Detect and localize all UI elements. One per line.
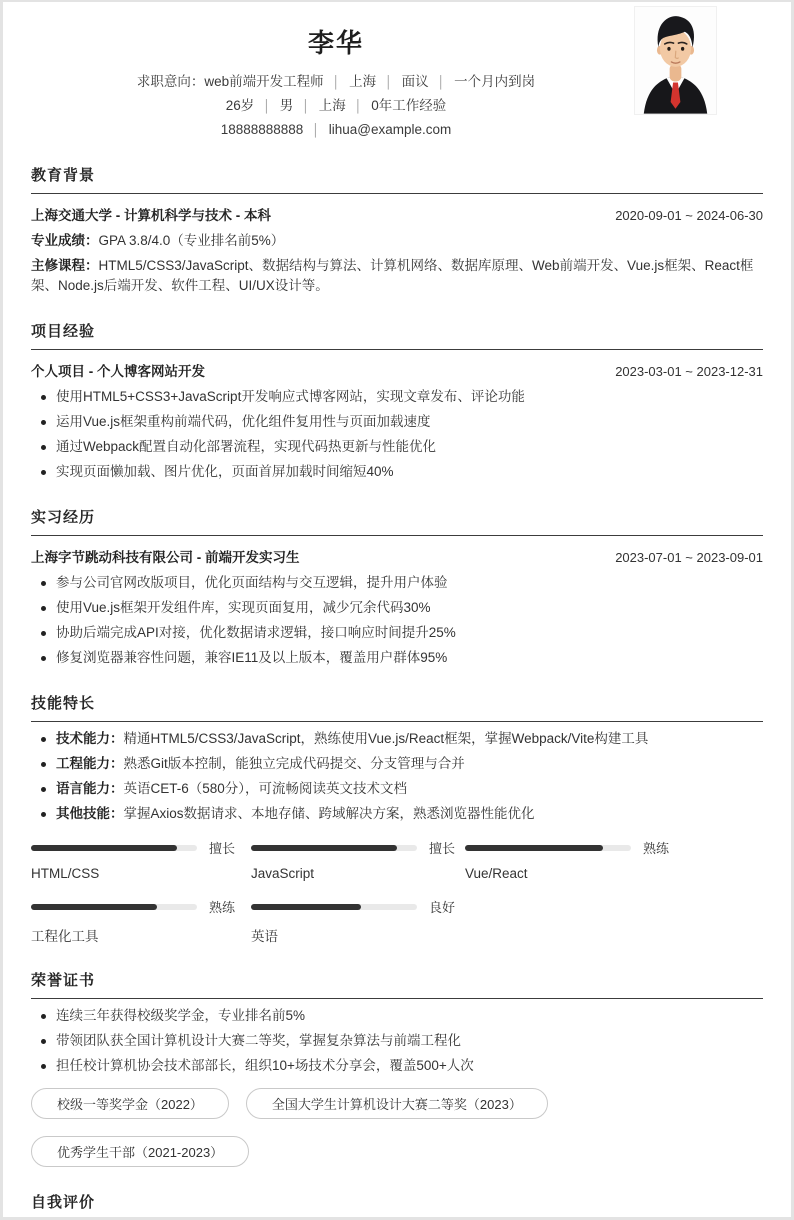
job-intent-salary: 面议 [401, 74, 429, 89]
skill-bullet: 工程能力：熟悉Git版本控制，能独立完成代码提交、分支管理与合并 [31, 754, 763, 774]
skill-bar-fill [251, 904, 361, 910]
project-bullet: 通过Webpack配置自动化部署流程，实现代码热更新与性能优化 [31, 437, 763, 457]
section-self-evaluation [31, 1193, 763, 1220]
separator: │ [302, 99, 310, 113]
project-bullet: 使用HTML5+CSS3+JavaScript开发响应式博客网站，实现文章发布、评论功能 [31, 387, 763, 407]
education-gpa-row [31, 231, 763, 251]
skill-name-label: 工程化工具 [31, 929, 99, 944]
separator: │ [354, 99, 363, 113]
section-internship [31, 508, 763, 668]
internship-company-role: 上海字节跳动科技有限公司 - 前端开发实习生 [31, 550, 300, 565]
id-photo [634, 6, 717, 115]
bullet-dot [41, 631, 46, 636]
info-gender: 男 [279, 98, 294, 113]
skill-bar-track [251, 904, 417, 910]
separator: │ [263, 99, 271, 113]
phone-number: 18888888888 [220, 122, 304, 137]
skill-bar-html-css [31, 838, 251, 881]
bullet-dot [41, 1064, 46, 1069]
job-intent-position: web前端开发工程师 [204, 74, 324, 89]
bullet-dot [41, 470, 46, 475]
skill-bar-english [251, 897, 465, 945]
skill-bar-vue-react [465, 838, 763, 881]
separator: │ [332, 75, 341, 89]
education-courses-row [31, 256, 763, 296]
bullet-dot [41, 581, 46, 586]
honor-bullet: 担任校计算机协会技术部部长，组织10+场技术分享会，覆盖500+人次 [31, 1056, 763, 1076]
email-address: lihua@example.com [328, 122, 452, 137]
skill-name-label: JavaScript [251, 866, 315, 881]
skill-level-label: 擅长 [209, 841, 236, 856]
skill-name-label: Vue/React [465, 866, 528, 881]
section-project [31, 322, 763, 482]
bullet-dot [41, 762, 46, 767]
honor-bullet: 带领团队获全国计算机设计大赛二等奖，掌握复杂算法与前端工程化 [31, 1031, 763, 1051]
job-intent-availability: 一个月内到岗 [454, 74, 536, 89]
bullet-dot [41, 1039, 46, 1044]
section-title-skills: 技能特长 [31, 694, 763, 722]
bullet-dot [41, 606, 46, 611]
education-gpa-label: 专业成绩： [31, 233, 99, 248]
candidate-name: 李华 [307, 28, 364, 58]
internship-bullet: 修复浏览器兼容性问题，兼容IE11及以上版本，覆盖用户群体95% [31, 648, 763, 668]
separator: │ [312, 123, 320, 137]
project-date-range: 2023-03-01 ~ 2023-12-31 [615, 364, 763, 379]
skill-bar-track [251, 845, 417, 851]
separator: │ [385, 75, 393, 89]
skill-bar-fill [251, 845, 397, 851]
section-title-internship: 实习经历 [31, 508, 763, 536]
internship-date-range: 2023-07-01 ~ 2023-09-01 [615, 550, 763, 565]
bullet-dot [41, 420, 46, 425]
skill-bar-engineering-tools [31, 897, 251, 945]
resume-header [31, 2, 763, 140]
bullet-dot [41, 787, 46, 792]
internship-bullet: 协助后端完成API对接，优化数据请求逻辑，接口响应时间提升25% [31, 623, 763, 643]
education-gpa-value: GPA 3.8/4.0（专业排名前5%） [98, 233, 285, 248]
skill-level-label: 熟练 [643, 841, 670, 856]
skill-level-label: 良好 [429, 900, 456, 915]
project-name: 个人项目 - 个人博客网站开发 [31, 364, 205, 379]
skill-bullet: 语言能力：英语CET-6（580分），可流畅阅读英文技术文档 [31, 779, 763, 799]
portrait-illustration [635, 7, 716, 114]
job-intent-label: 求职意向： [136, 74, 205, 89]
skill-bullet: 技术能力：精通HTML5/CSS3/JavaScript，熟练使用Vue.js/React框架，掌握Webpack/Vite构建工具 [31, 729, 763, 749]
section-title-self-evaluation: 自我评价 [31, 1194, 96, 1211]
project-bullet: 实现页面懒加载、图片优化，页面首屏加载时间缩短40% [31, 462, 763, 482]
skill-bar-track [31, 845, 197, 851]
honor-bullet: 连续三年获得校级奖学金，专业排名前5% [31, 1006, 763, 1026]
bullet-dot [41, 1014, 46, 1019]
section-title-project: 项目经验 [31, 322, 763, 350]
skill-name-label: 英语 [251, 929, 278, 944]
education-date-range: 2020-09-01 ~ 2024-06-30 [615, 208, 763, 223]
section-skills [31, 694, 763, 945]
education-school-major-degree: 上海交通大学 - 计算机科学与技术 - 本科 [31, 208, 271, 223]
skill-name-label: HTML/CSS [31, 866, 100, 881]
honor-badge: 全国大学生计算机设计大赛二等奖（2023） [246, 1088, 548, 1119]
section-honors [31, 971, 763, 1167]
skill-bar-fill [465, 845, 603, 851]
skill-bar-fill [31, 904, 157, 910]
info-age: 26岁 [225, 98, 255, 113]
honor-badge: 优秀学生干部（2021-2023） [31, 1136, 249, 1167]
skill-bar-track [31, 904, 197, 910]
internship-bullet: 使用Vue.js框架开发组件库，实现页面复用，减少冗余代码30% [31, 598, 763, 618]
separator: │ [437, 75, 446, 89]
bullet-dot [41, 656, 46, 661]
honor-badge: 校级一等奖学金（2022） [31, 1088, 229, 1119]
skill-bar-track [465, 845, 631, 851]
skill-bullet: 其他技能：掌握Axios数据请求、本地存储、跨域解决方案，熟悉浏览器性能优化 [31, 804, 763, 824]
personal-info-line [31, 98, 641, 114]
section-title-honors: 荣誉证书 [31, 971, 763, 999]
education-courses-value: HTML5/CSS3/JavaScript、数据结构与算法、计算机网络、数据库原理、Web前端开发、Vue.js框架、React框架、Node.js后端开发、软件工程、UI/UX设计等。 [31, 258, 754, 293]
skill-level-label: 熟练 [209, 900, 236, 915]
bullet-dot [41, 395, 46, 400]
info-experience: 0年工作经验 [371, 98, 447, 113]
bullet-dot [41, 445, 46, 450]
section-title-education: 教育背景 [31, 166, 763, 194]
info-city: 上海 [318, 98, 346, 113]
contact-line [31, 122, 641, 138]
honor-badges [31, 1088, 763, 1167]
job-intent-city: 上海 [349, 74, 377, 89]
education-courses-label: 主修课程： [31, 258, 99, 273]
skill-bars-grid [31, 838, 763, 945]
resume-page [3, 2, 791, 1217]
skill-bar-fill [31, 845, 177, 851]
project-bullet: 运用Vue.js框架重构前端代码，优化组件复用性与页面加载速度 [31, 412, 763, 432]
skill-level-label: 擅长 [429, 841, 456, 856]
job-intent-line [31, 74, 641, 90]
bullet-dot [41, 812, 46, 817]
skill-bar-javascript [251, 838, 465, 881]
section-education [31, 166, 763, 296]
bullet-dot [41, 737, 46, 742]
internship-bullet: 参与公司官网改版项目，优化页面结构与交互逻辑，提升用户体验 [31, 573, 763, 593]
